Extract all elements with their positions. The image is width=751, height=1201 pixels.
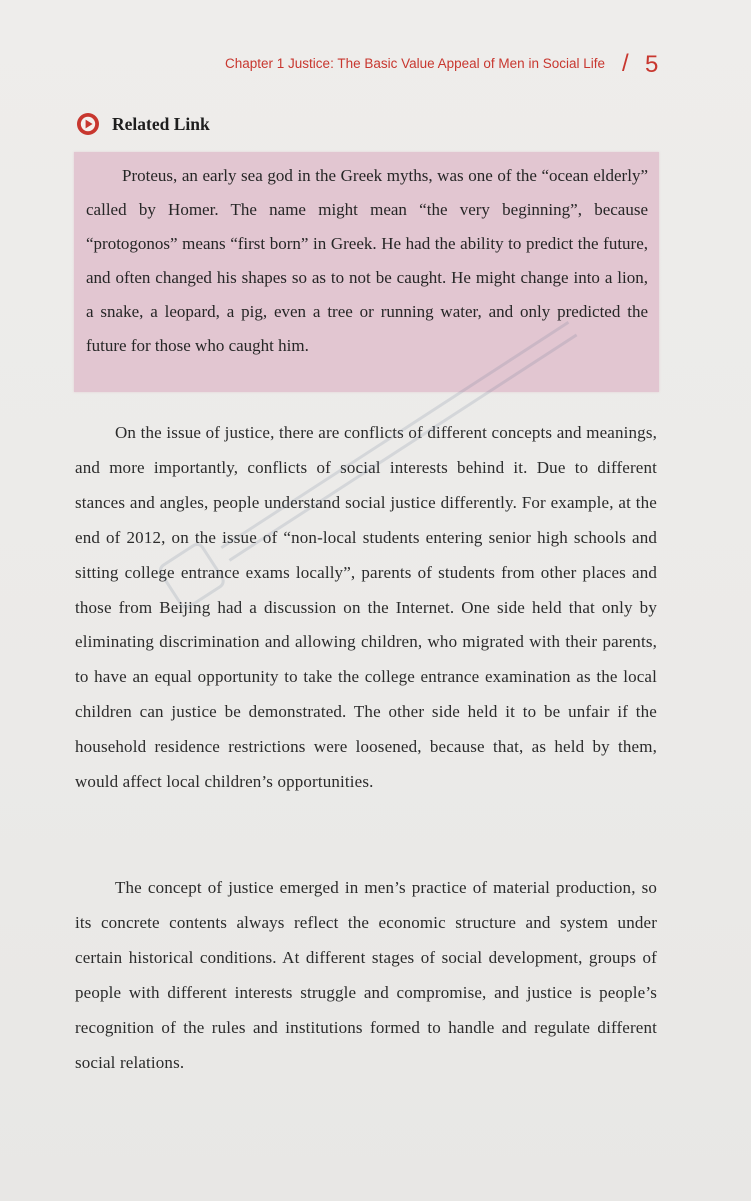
body-paragraph: On the issue of justice, there are conflicts of different concepts and meanings, and more importantly, conflicts of social interests behind it. Due to different stances and angles, people understand social justice differently. For example, at the end of 2012, on the issue of “non-local students entering senior high schools and sitting college entrance exams locally”, parents of students from other places and those from Beijing had a discussion on the Internet. One side held that only by eliminating discrimination and allowing children, who migrated with their parents, to have an equal opportunity to take the college entrance examination as the local children can justice be demonstrated. The other side held it to be unfair if the household residence restrictions were loosened, because that, as held by them, would affect local children’s opportunities.	[75, 423, 657, 792]
header-divider: /	[622, 50, 629, 77]
related-link-title: Related Link	[112, 113, 210, 134]
body-paragraph: The concept of justice emerged in men’s practice of material production, so its concrete contents always reflect the economic structure and system under certain historical conditions. At different stages of social development, groups of people with different interests struggle and compromise, and justice is people’s recognition of the rules and institutions formed to handle and regulate different social relations.	[75, 878, 657, 1072]
play-circle-icon	[76, 112, 100, 136]
related-link-box	[74, 152, 659, 392]
related-link-heading	[76, 110, 210, 138]
running-head	[0, 50, 751, 84]
page-number: 5	[645, 51, 659, 78]
chapter-title: Chapter 1 Justice: The Basic Value Appeal of Men in Social Life	[225, 56, 605, 71]
related-link-text: Proteus, an early sea god in the Greek myths, was one of the “ocean elderly” called by Homer. The name might mean “the very beginning”, because “protogonos” means “first born” in Greek. He had the ability to predict the future, and often changed his shapes so as to not be caught. He might change into a lion, a snake, a leopard, a pig, even a tree or running water, and only predicted the future for those who caught him.	[86, 166, 648, 355]
